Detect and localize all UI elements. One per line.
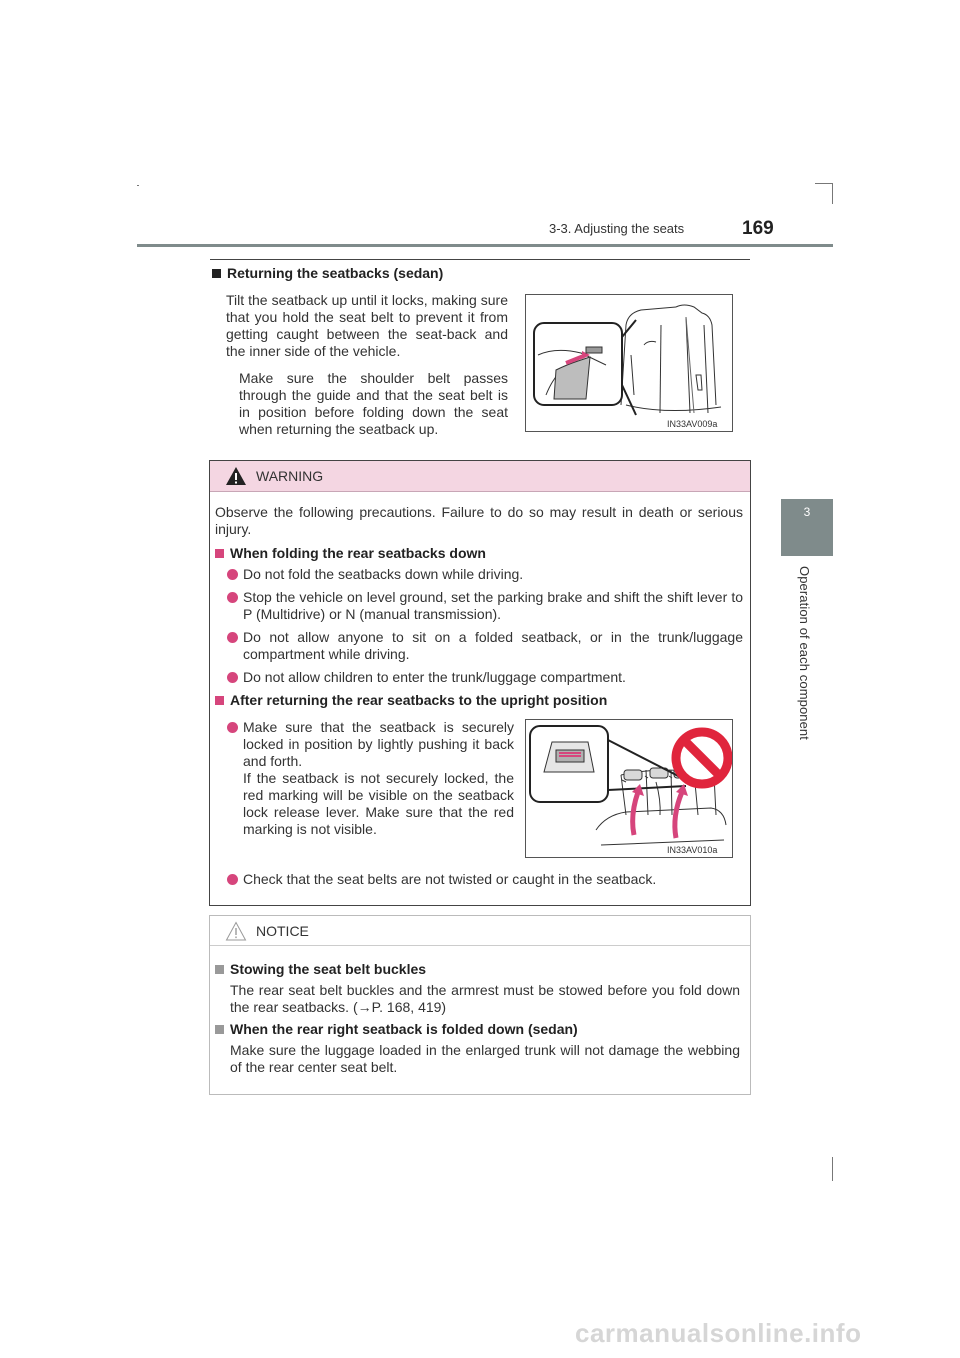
warning-triangle-icon — [225, 466, 247, 491]
bullet-item: Do not fold the seatbacks down while driving. — [227, 566, 523, 583]
section-title: 3-3. Adjusting the seats — [549, 221, 685, 236]
square-bullet-icon — [212, 269, 221, 278]
prohibited-icon — [676, 732, 728, 784]
circle-bullet-icon — [227, 632, 238, 643]
bullet-item: Stop the vehicle on level ground, set the parking brake and shift the shift lever to P (Multidrive) or N (manual transmission). — [227, 589, 743, 623]
returning-para1: Tilt the seatback up until it locks, making sure that you hold the seat belt to prevent it from getting caught between the seat-back and the inner side of the vehicle. — [226, 292, 508, 359]
square-bullet-icon — [215, 1025, 224, 1034]
returning-heading: Returning the seatbacks (sedan) — [212, 265, 443, 281]
circle-bullet-icon — [227, 874, 238, 885]
seatback-lock-figure — [525, 719, 733, 858]
bullet-item: Check that the seat belts are not twisted or caught in the seatback. — [227, 871, 656, 888]
notice-section2-text: Make sure the luggage loaded in the enlarged trunk will not damage the webbing of the rear center seat belt. — [230, 1042, 740, 1075]
notice-section1-text: The rear seat belt buckles and the armrest must be stowed before you fold down the rear seatbacks. (→P. 168, 419) — [230, 982, 740, 1015]
seatback-illustration — [526, 295, 732, 431]
warning-section2-heading: After returning the rear seatbacks to the upright position — [215, 692, 607, 708]
warning-section1-heading: When folding the rear seatbacks down — [215, 545, 486, 561]
circle-bullet-icon — [227, 569, 238, 580]
watermark: carmanualsonline.info — [575, 1318, 862, 1348]
chapter-title: Operation of each component — [797, 566, 812, 740]
page-number: 169 — [742, 218, 774, 239]
bullet-item: Do not allow children to enter the trunk/luggage compartment. — [227, 669, 626, 686]
bullet-item: Make sure that the seatback is securely locked in position by lightly pushing it back and forth. If the seatback is not securely locked, the red marking will be visible on the seatback lock release lever. Make sure that the red marking is not visible. — [227, 719, 514, 838]
header-rule — [137, 244, 833, 247]
notice-triangle-icon — [225, 921, 247, 946]
crop-mark — [832, 183, 833, 204]
seatback-lock-illustration — [526, 720, 732, 857]
warning-intro: Observe the following precautions. Failure to do so may result in death or serious injury. — [215, 504, 743, 537]
warning-label: WARNING — [256, 468, 324, 484]
notice-label: NOTICE — [256, 923, 309, 939]
square-bullet-icon — [215, 965, 224, 974]
circle-bullet-icon — [227, 672, 238, 683]
crop-mark — [815, 183, 833, 184]
bullet-item: Do not allow anyone to sit on a folded seatback, or in the trunk/luggage compartment while driving. — [227, 629, 743, 663]
seatback-figure — [525, 294, 733, 432]
square-bullet-icon — [215, 549, 224, 558]
square-bullet-icon — [215, 696, 224, 705]
figure-code: IN33AV010a — [667, 845, 718, 855]
notice-header-rule — [210, 945, 750, 946]
chapter-number: 3 — [803, 505, 811, 519]
notice-section1-heading: Stowing the seat belt buckles — [215, 961, 426, 977]
returning-para2: Make sure the shoulder belt passes through the guide and that the seat belt is in position before folding down the seat when returning the seatback up. — [239, 370, 508, 437]
figure-code: IN33AV009a — [667, 419, 718, 429]
section-rule — [210, 259, 750, 260]
circle-bullet-icon — [227, 592, 238, 603]
circle-bullet-icon — [227, 722, 238, 733]
crop-mark — [832, 1157, 833, 1181]
crop-mark — [137, 185, 139, 186]
notice-section2-heading: When the rear right seatback is folded down (sedan) — [215, 1021, 578, 1037]
